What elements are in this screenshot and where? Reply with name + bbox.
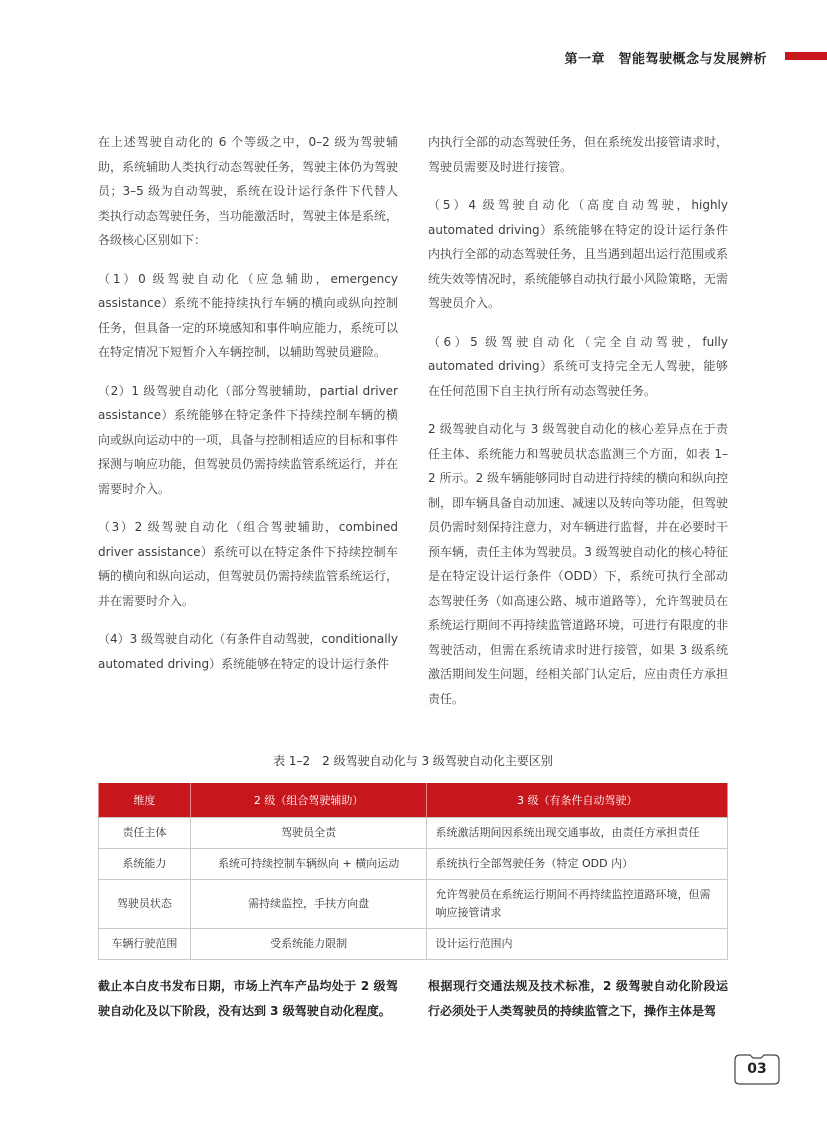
right-column <box>428 130 728 725</box>
paragraph: （5）4 级驾驶自动化（高度自动驾驶，highly automated driving）系统能够在特定的设计运行条件内执行全部的动态驾驶任务，且当遇到超出运行范围或系统失效等情况时，系统能够自动执行最小风险策略，无需驾驶员介入。 <box>428 198 729 310</box>
table-cell: 系统激活期间因系统出现交通事故，由责任方承担责任 <box>427 818 728 849</box>
table-cell: 需持续监控，手扶方向盘 <box>190 880 427 929</box>
paragraph: （6）5 级驾驶自动化（完全自动驾驶，fully automated driving）系统可支持完全无人驾驶，能够在任何范围下自主执行所有动态驾驶任务。 <box>428 334 728 398</box>
paragraph: （1）0 级驾驶自动化（应急辅助，emergency assistance）系统不能持续执行车辆的横向或纵向控制任务，但具备一定的环境感知和事件响应能力，系统可以在特定情况下短暂介入车辆控制，以辅助驾驶员避险。 <box>98 271 399 359</box>
table-header-cell: 维度 <box>99 783 191 818</box>
table-cell: 车辆行驶范围 <box>99 929 191 960</box>
page-number-badge <box>732 1052 782 1086</box>
paragraph: 内执行全部的动态驾驶任务，但在系统发出接管请求时，驾驶员需要及时进行接管。 <box>428 135 729 174</box>
left-column <box>98 130 398 690</box>
paragraph: （3）2 级驾驶自动化（组合驾驶辅助，combined driver assistance）系统可以在特定条件下持续控制车辆的横向和纵向运动，但驾驶员仍需持续监管系统运行，并在需要时介入。 <box>98 520 399 608</box>
table-row <box>99 849 728 880</box>
table-cell: 系统能力 <box>99 849 191 880</box>
table-caption: 表 1–2 2 级驾驶自动化与 3 级驾驶自动化主要区别 <box>273 754 553 768</box>
comparison-table <box>98 783 728 960</box>
table-cell: 驾驶员全责 <box>190 818 427 849</box>
table-header-cell: 2 级（组合驾驶辅助） <box>190 783 427 818</box>
table-cell: 责任主体 <box>99 818 191 849</box>
paragraph: （2）1 级驾驶自动化（部分驾驶辅助，partial driver assistance）系统能够在特定条件下持续控制车辆的横向或纵向运动中的一项，具备与控制相适应的目标和事件探测与响应功能，但驾驶员仍需持续监管系统运行，并在需要时介入。 <box>98 383 399 496</box>
table-row <box>99 818 728 849</box>
table-cell: 设计运行范围内 <box>427 929 728 960</box>
table-header-cell: 3 级（有条件自动驾驶） <box>427 783 728 818</box>
table-cell: 允许驾驶员在系统运行期间不再持续监控道路环境，但需响应接管请求 <box>427 880 728 929</box>
page-number: 03 <box>747 1061 767 1077</box>
bottom-right-text <box>428 974 728 1024</box>
table-cell: 系统可持续控制车辆纵向 + 横向运动 <box>190 849 427 880</box>
table-row <box>99 880 728 929</box>
bottom-left-text <box>98 974 398 1024</box>
table-header-row <box>99 783 728 818</box>
paragraph: 在上述驾驶自动化的 6 个等级之中，0–2 级为驾驶辅助，系统辅助人类执行动态驾驶任务，驾驶主体仍为驾驶员；3–5 级为自动驾驶，系统在设计运行条件下代替人类执行动态驾驶任务，当功能激活时，驾驶主体是系统，各级核心区别如下： <box>98 135 399 247</box>
table-row <box>99 929 728 960</box>
paragraph: （4）3 级驾驶自动化（有条件自动驾驶，conditionally automated driving）系统能够在特定的设计运行条件 <box>98 632 398 671</box>
paragraph: 根据现行交通法规及技术标准，2 级驾驶自动化阶段运行必须处于人类驾驶员的持续监管之下，操作主体是驾 <box>428 979 728 1018</box>
table-cell: 系统执行全部驾驶任务（特定 ODD 内） <box>427 849 728 880</box>
header-accent-bar <box>785 52 827 60</box>
table-cell: 受系统能力限制 <box>190 929 427 960</box>
paragraph: 截止本白皮书发布日期，市场上汽车产品均处于 2 级驾驶自动化及以下阶段，没有达到 3 级驾驶自动化程度。 <box>98 979 398 1018</box>
table-cell: 驾驶员状态 <box>99 880 191 929</box>
chapter-title: 第一章 智能驾驶概念与发展辨析 <box>564 52 767 67</box>
paragraph: 2 级驾驶自动化与 3 级驾驶自动化的核心差异点在于责任主体、系统能力和驾驶员状态监测三个方面，如表 1–2 所示。2 级车辆能够同时自动进行持续的横向和纵向控制，即车辆具备自动加速、减速以及转向等功能，但驾驶员仍需时刻保持注意力，对车辆进行监督，并在必要时干预车辆，责任主体为驾驶员。3 级驾驶自动化的核心特征是在特定设计运行条件（ODD）下，系统可执行全部动态驾驶任务（如高速公路、城市道路等），允许驾驶员在系统运行期间不再持续监管道路环境，可进行有限度的非驾驶活动，但需在系统请求时进行接管，如果 3 级系统激活期间发生问题，经相关部门认定后，应由责任方承担责任。 <box>428 422 729 706</box>
